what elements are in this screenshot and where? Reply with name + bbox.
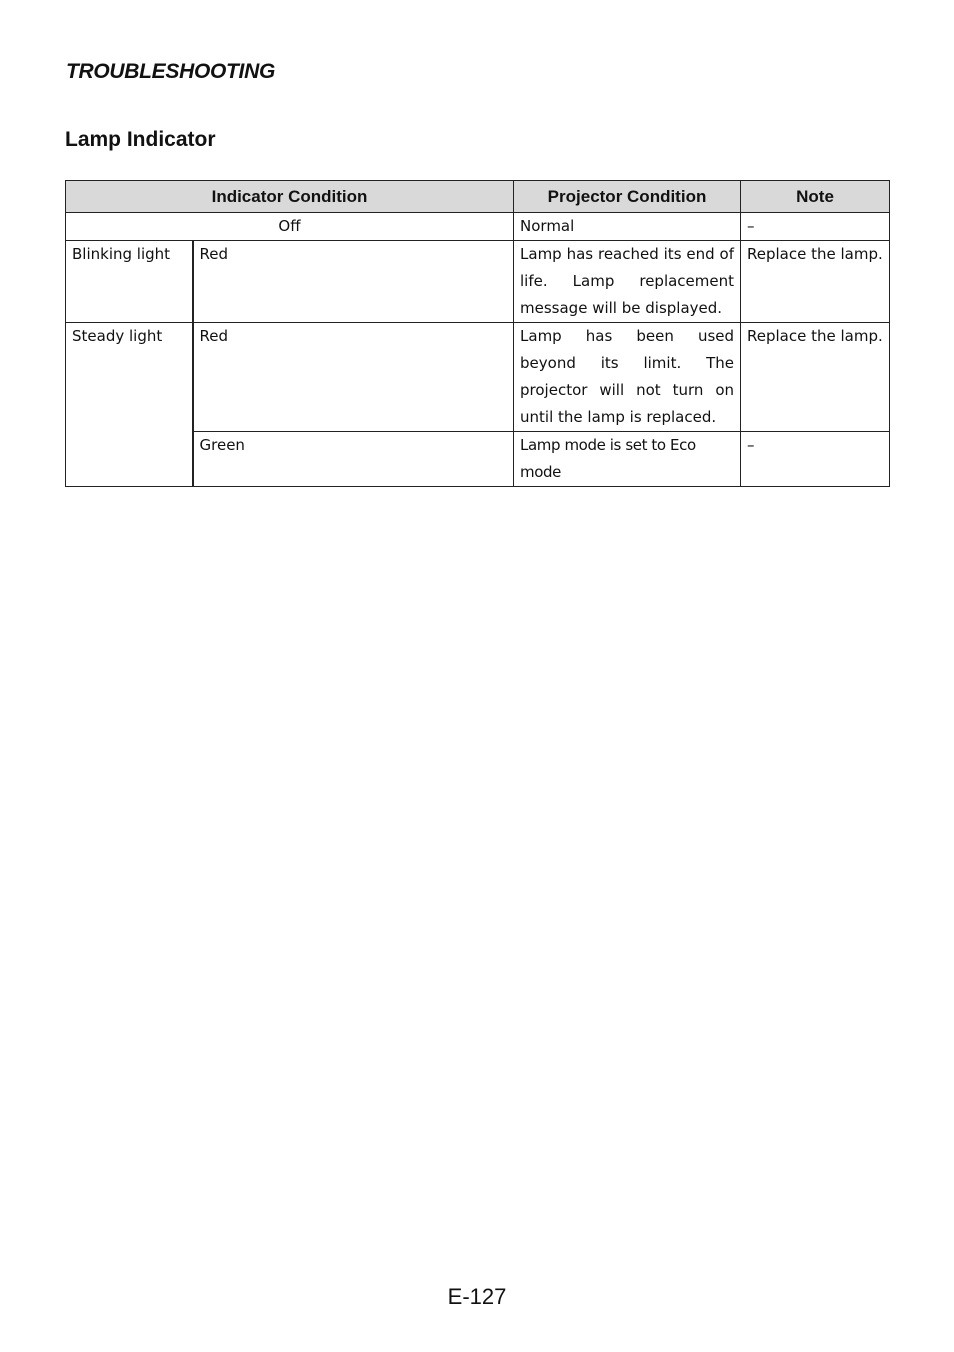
projector-condition-cell: Lamp mode is set to Eco mode [514,432,741,487]
note-cell: – [741,213,890,241]
note-cell: Replace the lamp. [741,241,890,323]
projector-condition-cell: Lamp has been used beyond its limit. The projector will not turn on until the lamp is replaced. [514,323,741,432]
projector-condition-cell: Lamp has reached its end of life. Lamp replacement message will be displayed. [514,241,741,323]
table-row [66,323,890,432]
indicator-state-cell: Steady light [66,323,193,487]
table-row [66,241,890,323]
note-cell: Replace the lamp. [741,323,890,432]
lamp-indicator-table [65,180,890,487]
column-header-projector-condition: Projector Condition [514,181,741,213]
section-header: TROUBLESHOOTING [66,60,275,83]
indicator-color-cell: Red [193,241,514,323]
projector-condition-cell: Normal [514,213,741,241]
column-header-indicator-condition: Indicator Condition [66,181,514,213]
page-heading: Lamp Indicator [65,128,216,151]
note-cell: – [741,432,890,487]
indicator-color-cell: Green [193,432,514,487]
indicator-state-cell: Blinking light [66,241,193,323]
indicator-color-cell: Red [193,323,514,432]
table-header-row [66,181,890,213]
table-row [66,213,890,241]
indicator-off-cell: Off [66,213,514,241]
column-header-note: Note [741,181,890,213]
page-number: E-127 [447,1284,507,1309]
